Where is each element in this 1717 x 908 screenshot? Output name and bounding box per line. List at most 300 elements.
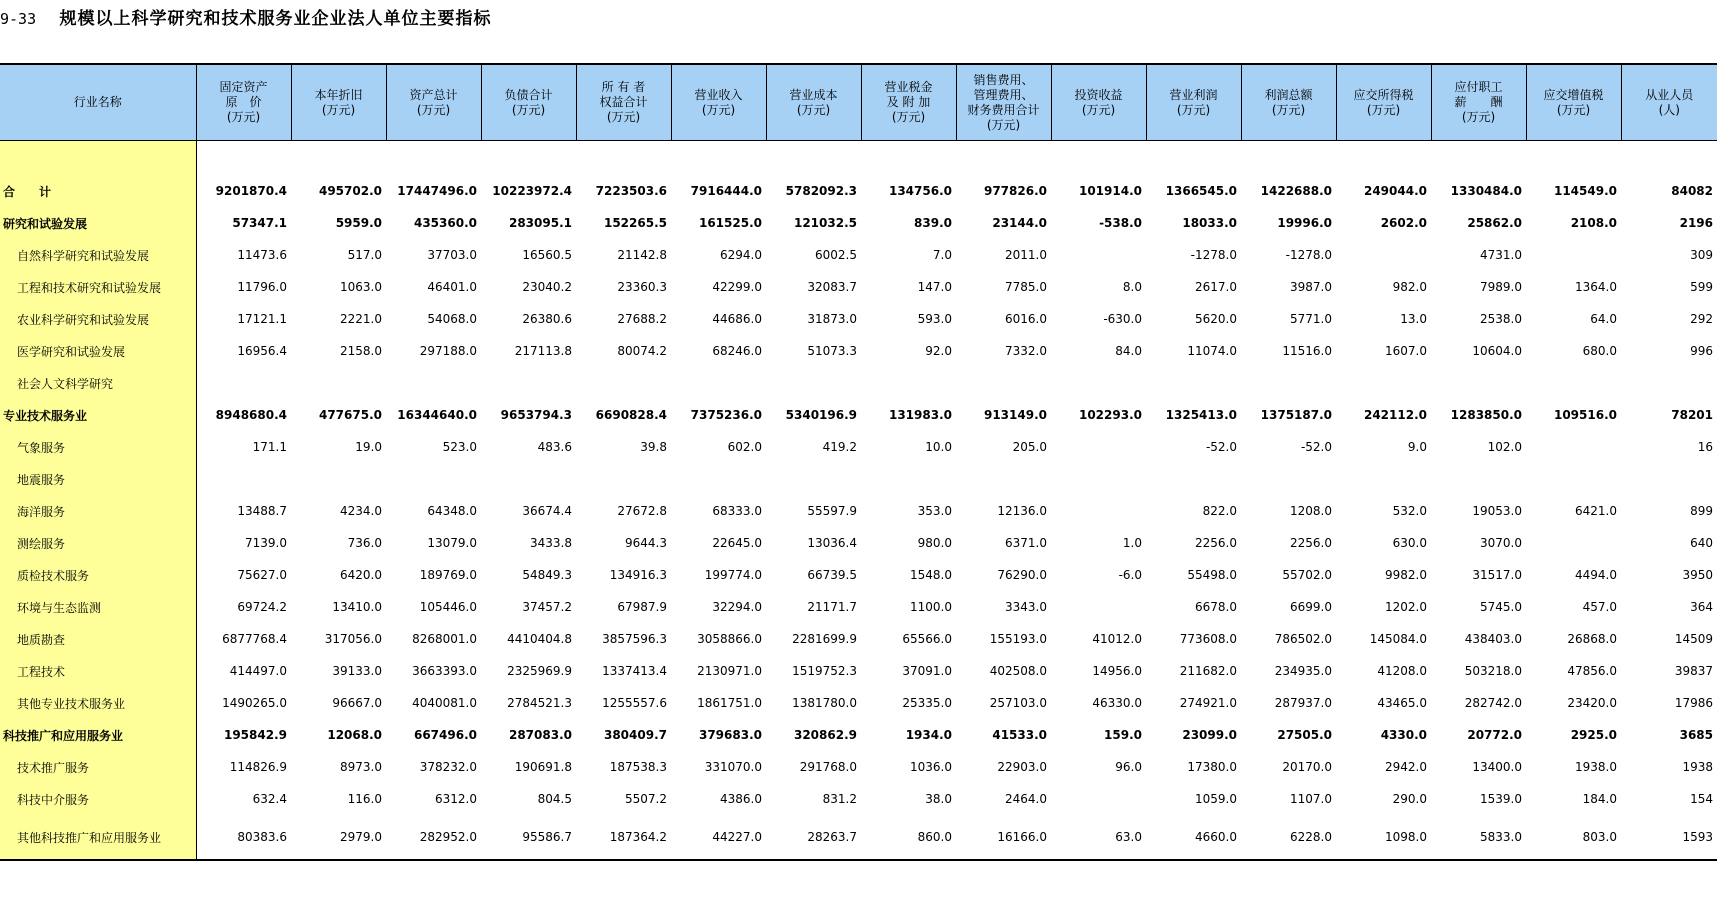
table-cell (1051, 463, 1146, 495)
table-cell: 2256.0 (1290, 536, 1332, 550)
table-cell: 1364.0 (1575, 280, 1617, 294)
table-cell (1051, 431, 1146, 463)
table-cell: 2925.0 (1570, 728, 1617, 742)
table-cell: 282952.0 (386, 815, 481, 860)
table-cell: 205.0 (1012, 440, 1047, 454)
table-cell: 1422688.0 (1260, 184, 1332, 198)
table-cell: 41208.0 (1377, 664, 1427, 678)
table-cell: 17447496.0 (397, 184, 477, 198)
table-cell: 8268001.0 (412, 632, 477, 646)
table-cell: 25335.0 (902, 696, 952, 710)
table-row (0, 303, 1717, 335)
column-header-line: 销售费用、 (973, 72, 1034, 87)
table-cell: 320862.9 (793, 728, 857, 742)
table-cell: 8973.0 (340, 760, 382, 774)
table-cell: 12136.0 (997, 504, 1047, 518)
table-cell: 831.2 (822, 792, 857, 806)
table-cell: 76290.0 (997, 568, 1047, 582)
table-cell (1526, 367, 1621, 399)
column-header-line: 营业成本 (789, 87, 838, 102)
row-label-industry: 气象服务 (0, 431, 196, 463)
table-cell (1241, 463, 1336, 495)
table-cell: 3663393.0 (412, 664, 477, 678)
table-cell: 55498.0 (1187, 568, 1237, 582)
row-label-industry: 研究和试验发展 (0, 207, 196, 239)
row-label-industry: 科技中介服务 (0, 783, 196, 815)
table-cell: 54849.3 (522, 568, 572, 582)
table-cell: 1107.0 (1290, 792, 1332, 806)
table-cell: 2130971.0 (697, 664, 762, 678)
table-cell: 8.0 (1122, 280, 1142, 294)
column-header (956, 64, 1051, 141)
column-header (861, 64, 956, 141)
table-cell: 6877768.4 (222, 632, 287, 646)
table-cell: 116.0 (347, 792, 382, 806)
table-cell: 4386.0 (720, 792, 762, 806)
table-cell: 147.0 (917, 280, 952, 294)
table-cell: 996 (1690, 344, 1713, 358)
table-cell: 1593 (1621, 815, 1717, 860)
table-cell: 632.4 (252, 792, 287, 806)
table-cell: 2196 (1679, 216, 1713, 230)
table-cell: 154 (1690, 792, 1713, 806)
table-cell: 1.0 (1122, 536, 1142, 550)
table-cell: 20772.0 (1467, 728, 1522, 742)
column-header-line: 行业名称 (73, 95, 122, 109)
table-cell: 532.0 (1392, 504, 1427, 518)
page-title (0, 6, 492, 32)
table-cell: 38.0 (925, 792, 952, 806)
table-cell: 7375236.0 (690, 408, 762, 422)
table-cell: 1059.0 (1195, 792, 1237, 806)
table-cell: 102.0 (1487, 440, 1522, 454)
table-cell: 3685 (1679, 728, 1713, 742)
column-header-line: 固定资产 (219, 80, 268, 94)
table-cell (1431, 367, 1526, 399)
table-cell: 23420.0 (1567, 696, 1617, 710)
table-cell: 5833.0 (1431, 815, 1526, 860)
table-cell: 13488.7 (237, 504, 287, 518)
table-cell: -1278.0 (1285, 248, 1332, 262)
table-cell: 2011.0 (1005, 248, 1047, 262)
table-cell: 68333.0 (712, 504, 762, 518)
column-header-line: 所 有 者 (601, 80, 646, 94)
table-cell: 64348.0 (427, 504, 477, 518)
table-cell: 199774.0 (704, 568, 762, 582)
table-cell: 159.0 (1104, 728, 1142, 742)
table-cell: 477675.0 (318, 408, 382, 422)
table-row (0, 751, 1717, 783)
table-cell (481, 463, 576, 495)
table-cell: 640 (1690, 536, 1713, 550)
table-cell: 155193.0 (989, 632, 1047, 646)
table-cell: 37703.0 (427, 248, 477, 262)
table-cell: 7989.0 (1480, 280, 1522, 294)
spacer-cell (386, 141, 481, 176)
table-number: 9-33 (0, 10, 37, 28)
spacer-cell (1241, 141, 1336, 176)
column-header-line: 资产总计 (409, 87, 458, 102)
table-cell: 495702.0 (318, 184, 382, 198)
row-label-industry: 地质勘查 (0, 623, 196, 655)
table-cell: 41533.0 (992, 728, 1047, 742)
column-header-line: 应交所得税 (1353, 87, 1414, 102)
column-header (766, 64, 861, 141)
table-cell: 69724.2 (237, 600, 287, 614)
table-cell: 11516.0 (1282, 344, 1332, 358)
table-cell: 317056.0 (324, 632, 382, 646)
table-cell: 599 (1690, 280, 1713, 294)
column-header (1146, 64, 1241, 141)
table-cell: 6228.0 (1241, 815, 1336, 860)
table-cell: 44227.0 (671, 815, 766, 860)
table-cell: 17121.1 (237, 312, 287, 326)
table-cell (1336, 239, 1431, 271)
table-cell: 1548.0 (910, 568, 952, 582)
table-row (0, 687, 1717, 719)
table-cell: 20170.0 (1282, 760, 1332, 774)
table-cell: 46330.0 (1092, 696, 1142, 710)
table-cell: 2979.0 (291, 815, 386, 860)
spacer-cell (196, 141, 291, 176)
column-header-line: (万元) (701, 102, 736, 117)
table-cell: 23144.0 (992, 216, 1047, 230)
table-cell: -538.0 (1099, 216, 1142, 230)
column-header (1336, 64, 1431, 141)
table-row (0, 655, 1717, 687)
table-row (0, 271, 1717, 303)
table-cell: 3058866.0 (697, 632, 762, 646)
table-cell: 6690828.4 (595, 408, 667, 422)
table-cell: 17380.0 (1187, 760, 1237, 774)
table-cell: 6016.0 (1005, 312, 1047, 326)
spacer-cell (481, 141, 576, 176)
table-cell (1051, 239, 1146, 271)
table-cell: 13.0 (1400, 312, 1427, 326)
table-cell: 523.0 (442, 440, 477, 454)
table-cell: 131983.0 (888, 408, 952, 422)
table-cell (1526, 239, 1621, 271)
table-cell: 217113.8 (514, 344, 572, 358)
table-cell: 1539.0 (1480, 792, 1522, 806)
row-label-industry: 农业科学研究和试验发展 (0, 303, 196, 335)
table-cell: 593.0 (917, 312, 952, 326)
table-cell (1051, 367, 1146, 399)
table-cell: 134916.3 (609, 568, 667, 582)
table-row (0, 527, 1717, 559)
table-cell: 1283850.0 (1450, 408, 1522, 422)
table-cell: 860.0 (861, 815, 956, 860)
table-cell: 803.0 (1526, 815, 1621, 860)
table-cell: 44686.0 (712, 312, 762, 326)
table-cell: 1100.0 (910, 600, 952, 614)
table-cell: 290.0 (1392, 792, 1427, 806)
table-cell: 4234.0 (340, 504, 382, 518)
table-cell: 977826.0 (983, 184, 1047, 198)
table-cell: 27672.8 (617, 504, 667, 518)
table-row (0, 463, 1717, 495)
row-label-industry: 工程技术 (0, 655, 196, 687)
column-header-line: 本年折旧 (314, 87, 363, 102)
column-header (196, 64, 291, 141)
table-cell: 274921.0 (1179, 696, 1237, 710)
table-cell: 184.0 (1582, 792, 1617, 806)
table-cell: 121032.5 (793, 216, 857, 230)
table-cell: 67987.9 (617, 600, 667, 614)
table-row (0, 431, 1717, 463)
table-cell: 503218.0 (1464, 664, 1522, 678)
table-cell: 2256.0 (1195, 536, 1237, 550)
table-row (0, 399, 1717, 431)
spacer-cell (291, 141, 386, 176)
table-cell: 3950 (1682, 568, 1713, 582)
table-cell: 78201 (1671, 408, 1713, 422)
table-cell: 145084.0 (1369, 632, 1427, 646)
table-cell: 4410404.8 (507, 632, 572, 646)
table-cell: 6371.0 (1005, 536, 1047, 550)
table-cell: 95586.7 (481, 815, 576, 860)
table-cell: 3433.8 (530, 536, 572, 550)
table-cell: 23360.3 (617, 280, 667, 294)
table-cell: 283095.1 (508, 216, 572, 230)
spacer-row (0, 141, 1717, 176)
table-cell: 402508.0 (989, 664, 1047, 678)
table-cell: 2617.0 (1195, 280, 1237, 294)
spacer-cell (861, 141, 956, 176)
table-cell: -1278.0 (1190, 248, 1237, 262)
table-cell: 9982.0 (1385, 568, 1427, 582)
column-header (576, 64, 671, 141)
table-cell: 21142.8 (617, 248, 667, 262)
table-cell: 331070.0 (704, 760, 762, 774)
table-cell: 7223503.6 (595, 184, 667, 198)
table-cell: 292 (1690, 312, 1713, 326)
table-cell: 211682.0 (1179, 664, 1237, 678)
row-label-industry: 技术推广服务 (0, 751, 196, 783)
table-cell: 195842.9 (223, 728, 287, 742)
table-cell (1241, 367, 1336, 399)
table-cell (481, 367, 576, 399)
column-header-line: 管理费用、 (973, 87, 1034, 102)
table-cell (386, 463, 481, 495)
table-cell (1146, 367, 1241, 399)
table-cell (1431, 463, 1526, 495)
table-cell: 2281699.9 (792, 632, 857, 646)
table-cell: 9.0 (1407, 440, 1427, 454)
column-header-line: (万元) (1081, 102, 1116, 117)
table-cell: 13036.4 (807, 536, 857, 550)
column-header-line: (万元) (321, 102, 356, 117)
table-cell: 483.6 (537, 440, 572, 454)
table-cell: 309 (1690, 248, 1713, 262)
table-cell: 114826.9 (229, 760, 287, 774)
table-cell (766, 463, 861, 495)
table-cell (671, 367, 766, 399)
table-cell (861, 463, 956, 495)
table-cell: 353.0 (917, 504, 952, 518)
table-cell (1526, 431, 1621, 463)
table-cell: 14509 (1674, 632, 1713, 646)
table-cell: 822.0 (1202, 504, 1237, 518)
table-row (0, 559, 1717, 591)
table-cell: 7916444.0 (690, 184, 762, 198)
table-cell: 54068.0 (427, 312, 477, 326)
table-cell: 19.0 (355, 440, 382, 454)
table-row (0, 815, 1717, 860)
table-cell: 2784521.3 (507, 696, 572, 710)
table-cell: 51073.3 (807, 344, 857, 358)
table-cell: 7785.0 (1005, 280, 1047, 294)
table-cell (671, 463, 766, 495)
table-cell: 19053.0 (1472, 504, 1522, 518)
table-cell: 3343.0 (1005, 600, 1047, 614)
column-header-line: 薪 酬 (1454, 95, 1503, 109)
table-cell: 13410.0 (332, 600, 382, 614)
column-header-line: (万元) (226, 110, 261, 124)
table-cell: 982.0 (1392, 280, 1427, 294)
table-cell: 6699.0 (1290, 600, 1332, 614)
column-header (671, 64, 766, 141)
table-cell: 22903.0 (997, 760, 1047, 774)
table-cell: 12068.0 (327, 728, 382, 742)
column-header-line: 营业利润 (1169, 87, 1218, 102)
table-cell (861, 367, 956, 399)
table-cell: 899 (1690, 504, 1713, 518)
table-cell: 242112.0 (1363, 408, 1427, 422)
table-cell: 37091.0 (902, 664, 952, 678)
table-cell: 42299.0 (712, 280, 762, 294)
table-cell (576, 367, 671, 399)
table-cell (1526, 463, 1621, 495)
column-header-line: (万元) (1461, 110, 1496, 124)
spacer-cell (1621, 141, 1717, 176)
table-cell: 1861751.0 (697, 696, 762, 710)
table-cell (386, 367, 481, 399)
table-row (0, 623, 1717, 655)
table-cell: 75627.0 (237, 568, 287, 582)
table-cell: 414497.0 (229, 664, 287, 678)
column-header-line: (万元) (1556, 102, 1591, 117)
column-header (481, 64, 576, 141)
table-cell (1621, 463, 1717, 495)
table-cell: 13079.0 (427, 536, 477, 550)
table-cell: 1208.0 (1290, 504, 1332, 518)
table-cell: 26380.6 (522, 312, 572, 326)
column-header-line: (万元) (796, 102, 831, 117)
spacer-cell (1146, 141, 1241, 176)
spacer-cell (766, 141, 861, 176)
table-cell: 16956.4 (237, 344, 287, 358)
table-cell: 39837 (1674, 664, 1713, 678)
table-cell: 913149.0 (983, 408, 1047, 422)
column-header-line: 营业收入 (694, 87, 743, 102)
table-cell: 9653794.3 (500, 408, 572, 422)
column-header-line: 及 附 加 (886, 95, 931, 109)
table-cell: 435360.0 (413, 216, 477, 230)
table-cell: 1938.0 (1575, 760, 1617, 774)
table-cell: 3070.0 (1480, 536, 1522, 550)
table-cell (956, 367, 1051, 399)
column-header (1241, 64, 1336, 141)
table-cell: 31873.0 (807, 312, 857, 326)
table-cell: 27505.0 (1277, 728, 1332, 742)
row-label-industry: 地震服务 (0, 463, 196, 495)
table-cell: 6294.0 (720, 248, 762, 262)
table-cell: 1934.0 (905, 728, 952, 742)
table-cell: 1381780.0 (792, 696, 857, 710)
spacer-cell (1051, 141, 1146, 176)
table-cell: 736.0 (347, 536, 382, 550)
table-cell: 47856.0 (1567, 664, 1617, 678)
table-cell: 14956.0 (1092, 664, 1142, 678)
table-cell: 9644.3 (625, 536, 667, 550)
table-cell: 1325413.0 (1165, 408, 1237, 422)
table-cell: 5771.0 (1290, 312, 1332, 326)
table-cell: 5620.0 (1195, 312, 1237, 326)
column-header (1431, 64, 1526, 141)
table-cell: 7332.0 (1005, 344, 1047, 358)
table-cell: 364 (1690, 600, 1713, 614)
table-cell: 630.0 (1392, 536, 1427, 550)
table-cell: 187538.3 (609, 760, 667, 774)
table-cell: 1330484.0 (1450, 184, 1522, 198)
table-cell: 190691.8 (514, 760, 572, 774)
table-cell: 27688.2 (617, 312, 667, 326)
table-cell: 667496.0 (413, 728, 477, 742)
row-label-industry: 合 计 (0, 175, 196, 207)
table-cell: 517.0 (347, 248, 382, 262)
table-cell: 4040081.0 (412, 696, 477, 710)
table-cell: 839.0 (914, 216, 952, 230)
table-cell: 36674.4 (522, 504, 572, 518)
table-cell: 5959.0 (335, 216, 382, 230)
table-cell (1146, 463, 1241, 495)
column-header-line: (万元) (606, 110, 641, 124)
table-cell: 378232.0 (419, 760, 477, 774)
table-cell: 1519752.3 (792, 664, 857, 678)
table-cell: -630.0 (1103, 312, 1142, 326)
table-cell: 39.8 (640, 440, 667, 454)
table-cell: 11796.0 (237, 280, 287, 294)
data-table-container (0, 63, 1717, 861)
table-cell: 31517.0 (1472, 568, 1522, 582)
table-cell: 26868.0 (1567, 632, 1617, 646)
table-cell: 249044.0 (1363, 184, 1427, 198)
column-header (291, 64, 386, 141)
table-cell: 28263.7 (766, 815, 861, 860)
table-cell: 25862.0 (1467, 216, 1522, 230)
row-label-industry: 其他科技推广和应用服务业 (0, 815, 196, 860)
table-cell: 6421.0 (1575, 504, 1617, 518)
spacer-cell (671, 141, 766, 176)
table-cell: 457.0 (1582, 600, 1617, 614)
table-cell: -52.0 (1300, 440, 1332, 454)
table-cell: 23099.0 (1182, 728, 1237, 742)
spacer-cell (1336, 141, 1431, 176)
column-header-line: (万元) (986, 117, 1021, 132)
table-cell: 419.2 (822, 440, 857, 454)
column-header-line: (万元) (891, 110, 926, 124)
table-cell: 55702.0 (1282, 568, 1332, 582)
table-cell: 4330.0 (1380, 728, 1427, 742)
row-label-industry: 社会人文科学研究 (0, 367, 196, 399)
table-row (0, 591, 1717, 623)
table-cell: 96667.0 (332, 696, 382, 710)
table-cell: 39133.0 (332, 664, 382, 678)
table-cell: 6420.0 (340, 568, 382, 582)
table-cell: 786502.0 (1274, 632, 1332, 646)
row-label-industry: 其他专业技术服务业 (0, 687, 196, 719)
